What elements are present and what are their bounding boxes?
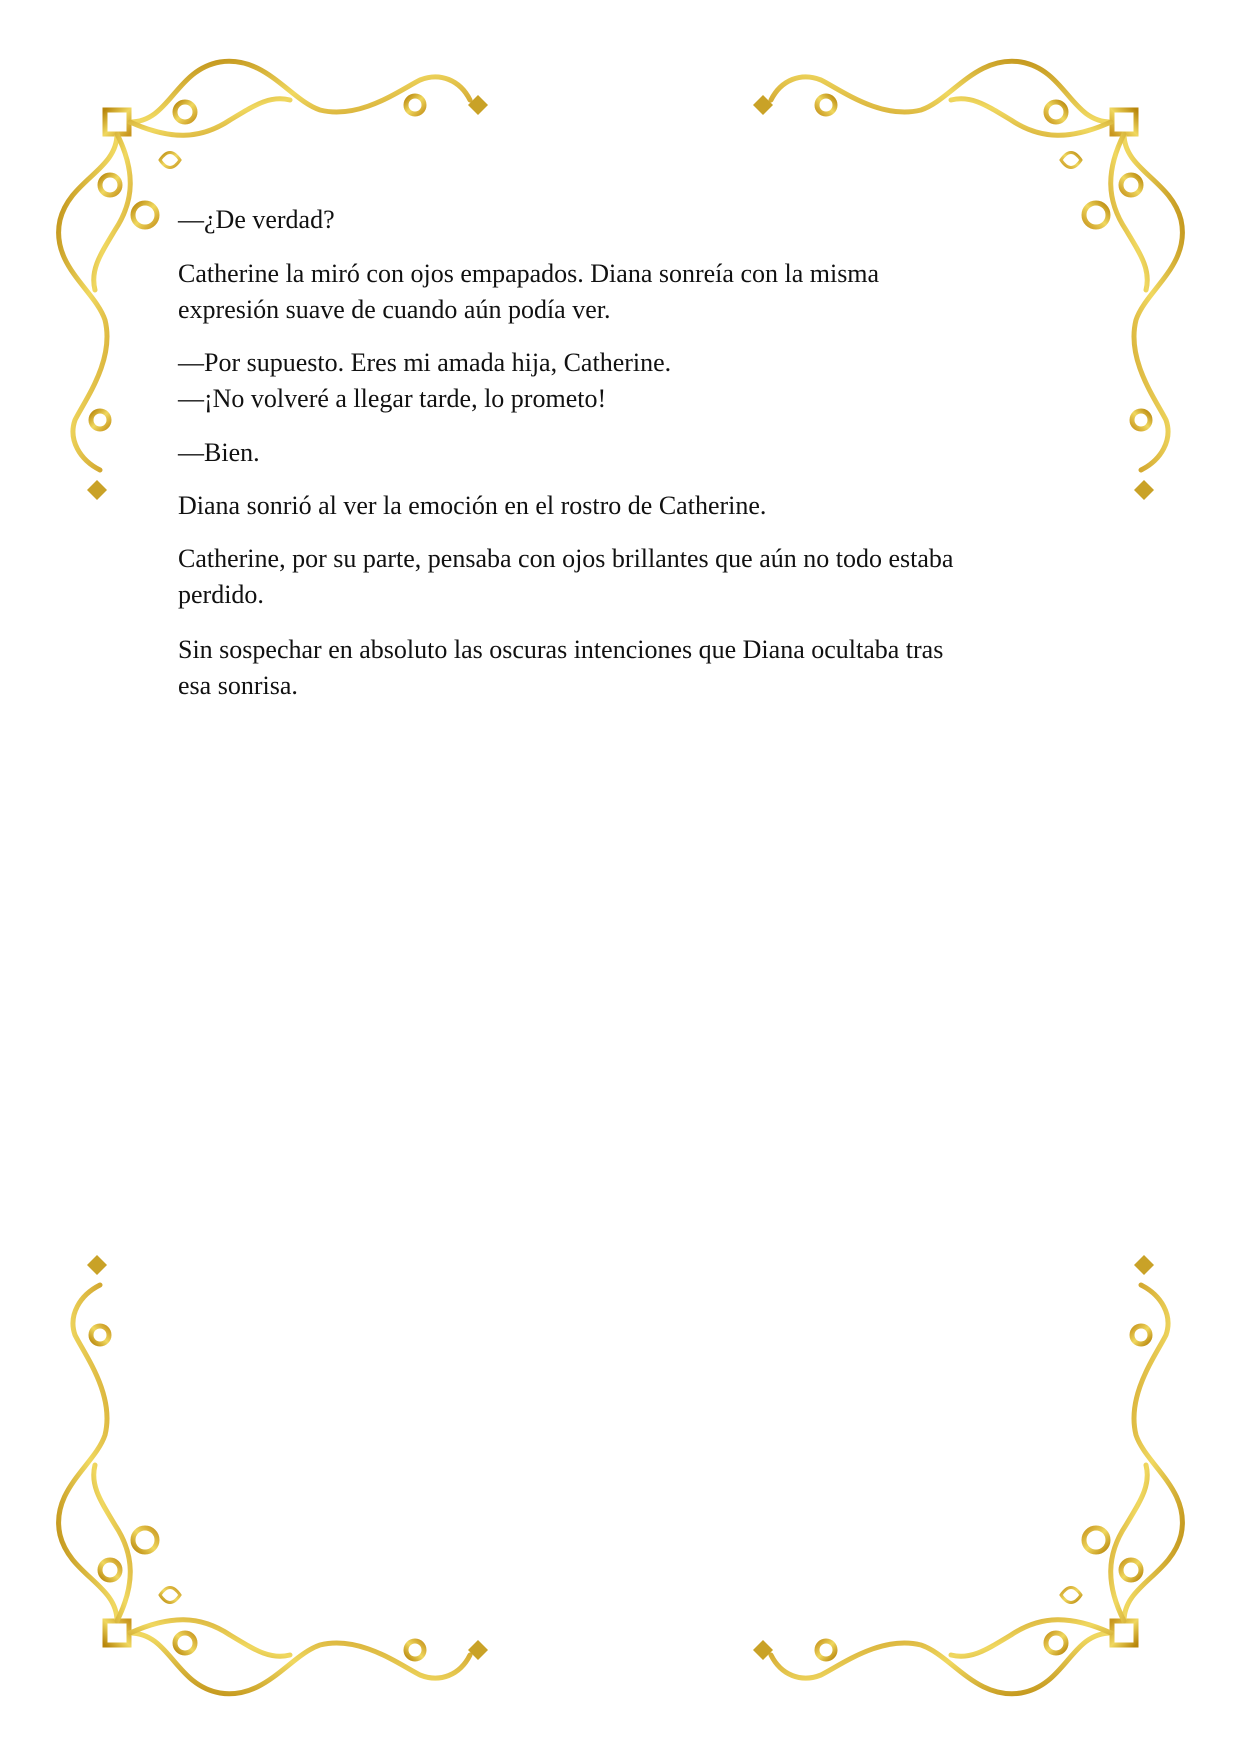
paragraph [178, 541, 1078, 613]
paragraph [178, 256, 1078, 328]
paragraph [178, 632, 1078, 704]
text-line: —Por supuesto. Eres mi amada hija, Catherine. [178, 348, 672, 377]
corner-ornament-bottom-right [753, 1255, 1182, 1694]
text-line: Diana sonrió al ver la emoción en el rostro de Catherine. [178, 491, 767, 520]
text-line: —¿De verdad? [178, 205, 335, 234]
text-line: Catherine la miró con ojos empapados. Diana sonreía con la misma [178, 259, 880, 288]
corner-ornament-bottom-left [59, 1255, 488, 1694]
paragraph [178, 345, 1078, 417]
text-line: —¡No volveré a llegar tarde, lo prometo! [178, 384, 607, 413]
text-line: esa sonrisa. [178, 671, 298, 700]
text-line: expresión suave de cuando aún podía ver. [178, 295, 611, 324]
paragraph [178, 435, 1078, 471]
paragraph [178, 202, 1078, 238]
paragraph [178, 488, 1078, 524]
text-line: perdido. [178, 580, 264, 609]
text-line: —Bien. [178, 438, 260, 467]
text-line: Catherine, por su parte, pensaba con ojos brillantes que aún no todo estaba [178, 544, 954, 573]
text-line: Sin sospechar en absoluto las oscuras intenciones que Diana ocultaba tras [178, 635, 944, 664]
